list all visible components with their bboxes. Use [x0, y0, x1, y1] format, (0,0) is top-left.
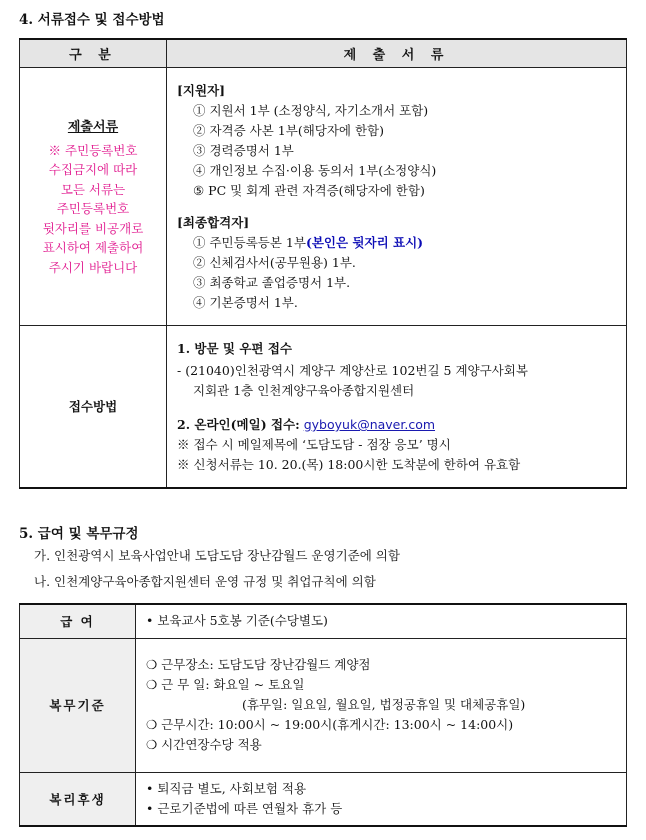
visit-title: 1. 방문 및 우편 접수 [177, 341, 292, 357]
duty-line: ❍ 시간연장수당 적용 [146, 737, 262, 752]
final-item: ② 신체검사서(공무원용) 1부. [193, 254, 356, 270]
section4-title: 4. 서류접수 및 접수방법 [19, 12, 165, 28]
welfare-content [136, 772, 627, 826]
applicant-item: ④ 개인정보 수집·이용 동의서 1부(소정양식) [193, 162, 437, 178]
docs-note-line: 표시하여 제출하여 [42, 240, 144, 256]
email-link[interactable]: gyboyuk@naver.com [303, 417, 436, 433]
final-item: ④ 기본증명서 1부. [193, 294, 298, 310]
regulation-item: 가. 인천광역시 보육사업안내 도담도담 장난감월드 운영기준에 의함 [34, 548, 400, 563]
final-title: [최종합격자] [177, 214, 250, 230]
method-content-cell [167, 326, 627, 488]
salary-table [19, 603, 627, 827]
regulation-item: 나. 인천계양구육아종합지원센터 운영 규정 및 취업규칙에 의함 [34, 574, 376, 589]
docs-note-line: ※ 주민등록번호 [48, 142, 138, 158]
duty-label: 복무기준 [20, 638, 136, 772]
method-note: ※ 신청서류는 10. 20.(목) 18:00시한 도착분에 한하여 유효함 [177, 457, 521, 473]
welfare-line: • 근로기준법에 따른 연월차 휴가 등 [146, 800, 343, 816]
online-title: 2. 온라인(메일) 접수: [177, 417, 300, 433]
duty-line: (휴무일: 일요일, 월요일, 법정공휴일 및 대체공휴일) [242, 697, 526, 712]
applicant-title: [지원자] [177, 82, 226, 98]
final-item-highlight: (본인은 뒷자리 표시) [305, 234, 424, 250]
docs-note-line: 주시기 바랍니다 [48, 259, 138, 275]
applicant-item: ① 지원서 1부 (소정양식, 자기소개서 포함) [193, 102, 429, 118]
section5-title: 5. 급여 및 복무규정 [19, 526, 139, 542]
docs-content-cell [167, 68, 627, 326]
final-item [177, 233, 616, 253]
applicant-item: ⑤ PC 및 회계 관련 자격증(해당자에 한함) [193, 182, 425, 198]
docs-note-line: 뒷자리를 비공개로 [42, 220, 144, 236]
docs-label-cell [20, 68, 167, 326]
docs-note-line: 주민등록번호 [56, 201, 130, 217]
docs-note-line: 수집금지에 따라 [48, 162, 138, 178]
welfare-label: 복리후생 [20, 772, 136, 826]
method-note: ※ 접수 시 메일제목에 ‘도담도담 - 점장 응모’ 명시 [177, 437, 451, 453]
duty-line: ❍ 근무장소: 도담도담 장난감월드 계양점 [146, 657, 371, 672]
final-item-text: ① 주민등록등본 1부 [193, 234, 306, 250]
duty-line: ❍ 근무시간: 10:00시 ~ 19:00시(휴게시간: 13:00시 ~ 14:00시) [146, 717, 514, 732]
welfare-line: • 퇴직금 별도, 사회보험 적용 [146, 780, 307, 796]
online-row [177, 415, 616, 435]
salary-label: 급 여 [20, 604, 136, 638]
address-line: - (21040)인천광역시 계양구 계양산로 102번길 5 계양구사회복 [177, 363, 528, 379]
docs-label: 제출서류 [67, 119, 119, 135]
address-line: 지회관 1층 인천계양구육아종합지원센터 [193, 383, 415, 399]
applicant-item: ③ 경력증명서 1부 [193, 142, 294, 158]
duty-line: ❍ 근 무 일: 화요일 ~ 토요일 [146, 677, 305, 692]
duty-content [136, 638, 627, 772]
header-category: 구 분 [20, 39, 167, 68]
header-documents: 제 출 서 류 [167, 39, 627, 68]
submission-table [19, 38, 627, 489]
applicant-item: ② 자격증 사본 1부(해당자에 한함) [193, 122, 385, 138]
final-item: ③ 최종학교 졸업증명서 1부. [193, 274, 351, 290]
docs-note-line: 모든 서류는 [60, 181, 126, 197]
method-label: 접수방법 [20, 326, 167, 488]
docs-note [20, 141, 166, 278]
salary-value: • 보육교사 5호봉 기준(수당별도) [136, 604, 627, 638]
